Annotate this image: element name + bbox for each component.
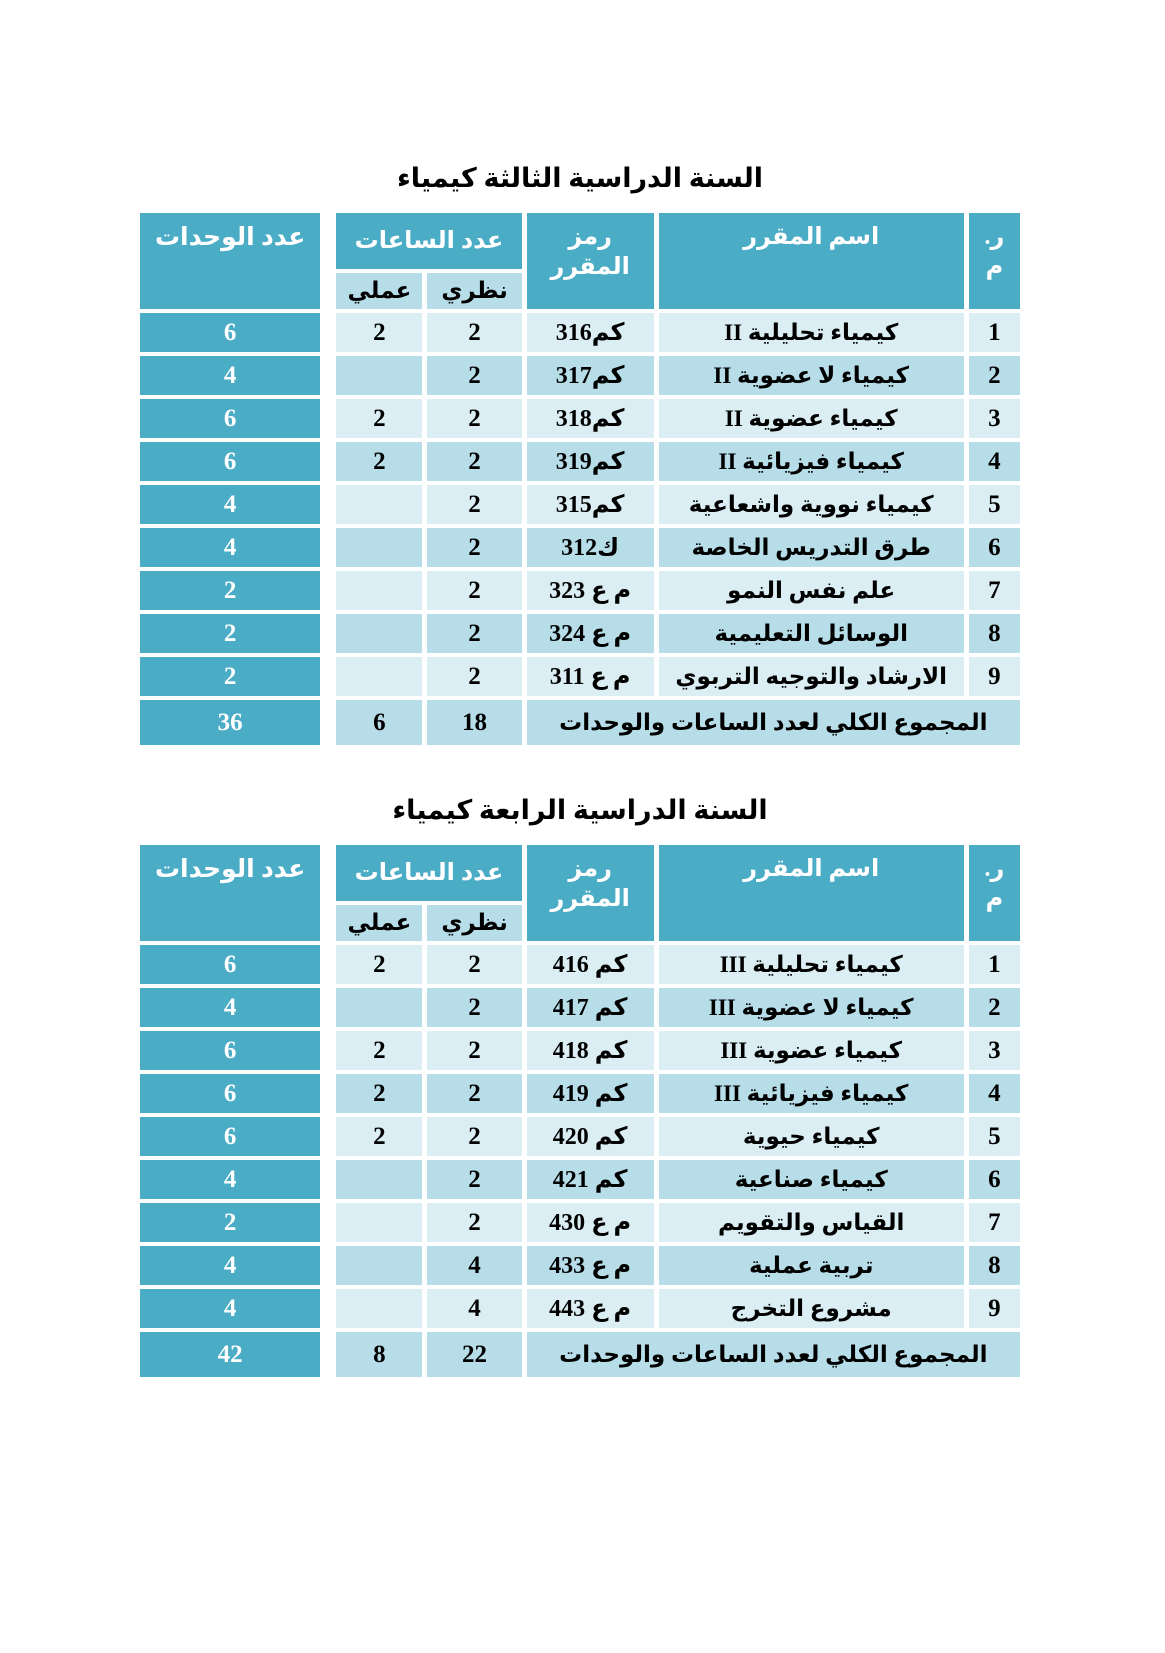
course-serial: 8 bbox=[969, 614, 1020, 653]
course-name: القياس والتقويم bbox=[659, 1203, 964, 1242]
course-theoretical-hours: 2 bbox=[427, 657, 521, 696]
column-gap bbox=[325, 988, 331, 1027]
course-serial: 5 bbox=[969, 485, 1020, 524]
course-theoretical-hours: 2 bbox=[427, 485, 521, 524]
course-theoretical-hours: 2 bbox=[427, 1203, 521, 1242]
course-code: كم319 bbox=[527, 442, 654, 481]
course-serial: 4 bbox=[969, 1074, 1020, 1113]
course-serial: 7 bbox=[969, 1203, 1020, 1242]
course-row bbox=[140, 614, 1020, 653]
course-row bbox=[140, 945, 1020, 984]
table-title: السنة الدراسية الثالثة كيمياء bbox=[396, 163, 764, 193]
course-theoretical-hours: 2 bbox=[427, 1074, 521, 1113]
course-theoretical-hours: 2 bbox=[427, 614, 521, 653]
column-gap bbox=[325, 1246, 331, 1285]
header-units: عدد الوحدات bbox=[140, 213, 320, 309]
course-code: كم317 bbox=[527, 356, 654, 395]
header-units: عدد الوحدات bbox=[140, 845, 320, 941]
course-row bbox=[140, 399, 1020, 438]
course-code: كم318 bbox=[527, 399, 654, 438]
course-theoretical-hours: 2 bbox=[427, 571, 521, 610]
course-units: 6 bbox=[140, 399, 320, 438]
course-theoretical-hours: 2 bbox=[427, 1160, 521, 1199]
course-code: م ع 433 bbox=[527, 1246, 654, 1285]
course-row bbox=[140, 988, 1020, 1027]
course-units: 4 bbox=[140, 988, 320, 1027]
column-gap bbox=[325, 1160, 331, 1199]
course-code: م ع 443 bbox=[527, 1289, 654, 1328]
course-practical-hours: 2 bbox=[336, 1031, 422, 1070]
course-serial: 3 bbox=[969, 1031, 1020, 1070]
course-units: 2 bbox=[140, 1203, 320, 1242]
header-serial-top: ر. bbox=[984, 856, 1005, 882]
header-hours: عدد الساعات bbox=[336, 845, 521, 901]
course-theoretical-hours: 2 bbox=[427, 1031, 521, 1070]
column-gap bbox=[325, 700, 331, 745]
course-practical-hours bbox=[336, 1246, 422, 1285]
course-serial: 2 bbox=[969, 356, 1020, 395]
course-table bbox=[135, 841, 1025, 1381]
course-theoretical-hours: 2 bbox=[427, 528, 521, 567]
course-name: تربية عملية bbox=[659, 1246, 964, 1285]
course-units: 6 bbox=[140, 1031, 320, 1070]
column-gap bbox=[325, 1203, 331, 1242]
totals-theoretical: 22 bbox=[427, 1332, 521, 1377]
course-units: 6 bbox=[140, 442, 320, 481]
course-serial: 5 bbox=[969, 1117, 1020, 1156]
course-row bbox=[140, 485, 1020, 524]
course-theoretical-hours: 2 bbox=[427, 1117, 521, 1156]
course-name: كيمياء صناعية bbox=[659, 1160, 964, 1199]
course-theoretical-hours: 2 bbox=[427, 988, 521, 1027]
totals-row bbox=[140, 1332, 1020, 1377]
course-units: 6 bbox=[140, 1117, 320, 1156]
course-name: الوسائل التعليمية bbox=[659, 614, 964, 653]
course-serial: 2 bbox=[969, 988, 1020, 1027]
course-theoretical-hours: 2 bbox=[427, 313, 521, 352]
course-code: م ع 323 bbox=[527, 571, 654, 610]
course-serial: 8 bbox=[969, 1246, 1020, 1285]
course-row bbox=[140, 1246, 1020, 1285]
course-theoretical-hours: 2 bbox=[427, 945, 521, 984]
course-serial: 6 bbox=[969, 528, 1020, 567]
table-title: السنة الدراسية الرابعة كيمياء bbox=[392, 795, 768, 825]
course-units: 2 bbox=[140, 571, 320, 610]
course-row bbox=[140, 571, 1020, 610]
course-practical-hours bbox=[336, 657, 422, 696]
course-units: 4 bbox=[140, 356, 320, 395]
course-code: م ع 430 bbox=[527, 1203, 654, 1242]
totals-units: 42 bbox=[140, 1332, 320, 1377]
column-gap bbox=[325, 1117, 331, 1156]
course-practical-hours: 2 bbox=[336, 1074, 422, 1113]
course-practical-hours bbox=[336, 614, 422, 653]
course-practical-hours: 2 bbox=[336, 399, 422, 438]
course-name: طرق التدريس الخاصة bbox=[659, 528, 964, 567]
course-serial: 1 bbox=[969, 313, 1020, 352]
column-gap bbox=[325, 1289, 331, 1328]
course-practical-hours bbox=[336, 988, 422, 1027]
course-units: 2 bbox=[140, 614, 320, 653]
course-code: م ع 324 bbox=[527, 614, 654, 653]
course-row bbox=[140, 1074, 1020, 1113]
course-row bbox=[140, 1203, 1020, 1242]
column-gap bbox=[325, 657, 331, 696]
course-code: كم315 bbox=[527, 485, 654, 524]
course-name: كيمياء فيزيائية III bbox=[659, 1074, 964, 1113]
course-row bbox=[140, 356, 1020, 395]
course-code: م ع 311 bbox=[527, 657, 654, 696]
course-units: 6 bbox=[140, 1074, 320, 1113]
course-practical-hours bbox=[336, 528, 422, 567]
column-gap bbox=[325, 614, 331, 653]
totals-theoretical: 18 bbox=[427, 700, 521, 745]
column-gap bbox=[325, 399, 331, 438]
column-gap bbox=[325, 213, 331, 309]
course-practical-hours: 2 bbox=[336, 442, 422, 481]
column-gap bbox=[325, 442, 331, 481]
course-row bbox=[140, 1117, 1020, 1156]
header-course-name: اسم المقرر bbox=[659, 213, 964, 309]
course-theoretical-hours: 2 bbox=[427, 399, 521, 438]
header-practical: عملي bbox=[336, 905, 422, 941]
course-practical-hours bbox=[336, 1289, 422, 1328]
course-name: مشروع التخرج bbox=[659, 1289, 964, 1328]
column-gap bbox=[325, 313, 331, 352]
course-name: كيمياء عضوية III bbox=[659, 1031, 964, 1070]
course-practical-hours: 2 bbox=[336, 945, 422, 984]
totals-row bbox=[140, 700, 1020, 745]
totals-practical: 8 bbox=[336, 1332, 422, 1377]
course-practical-hours bbox=[336, 571, 422, 610]
tables-root bbox=[135, 163, 1025, 1381]
column-gap bbox=[325, 356, 331, 395]
course-code: ك312 bbox=[527, 528, 654, 567]
course-serial: 4 bbox=[969, 442, 1020, 481]
course-units: 4 bbox=[140, 1289, 320, 1328]
course-row bbox=[140, 1031, 1020, 1070]
course-code: كم 419 bbox=[527, 1074, 654, 1113]
table-header bbox=[140, 213, 1020, 309]
course-name: الارشاد والتوجيه التربوي bbox=[659, 657, 964, 696]
course-code: كم 416 bbox=[527, 945, 654, 984]
course-theoretical-hours: 2 bbox=[427, 442, 521, 481]
course-practical-hours bbox=[336, 1160, 422, 1199]
column-gap bbox=[325, 845, 331, 941]
header-course-code: رمز المقرر bbox=[527, 213, 654, 309]
course-name: كيمياء فيزيائية II bbox=[659, 442, 964, 481]
header-course-code: رمز المقرر bbox=[527, 845, 654, 941]
course-practical-hours bbox=[336, 1203, 422, 1242]
totals-label: المجموع الكلي لعدد الساعات والوحدات bbox=[527, 700, 1020, 745]
column-gap bbox=[325, 571, 331, 610]
course-name: علم نفس النمو bbox=[659, 571, 964, 610]
course-units: 4 bbox=[140, 1160, 320, 1199]
totals-units: 36 bbox=[140, 700, 320, 745]
course-serial: 6 bbox=[969, 1160, 1020, 1199]
course-theoretical-hours: 4 bbox=[427, 1246, 521, 1285]
course-units: 6 bbox=[140, 313, 320, 352]
course-serial: 3 bbox=[969, 399, 1020, 438]
course-serial: 9 bbox=[969, 657, 1020, 696]
rows-container bbox=[140, 313, 1020, 696]
totals-label: المجموع الكلي لعدد الساعات والوحدات bbox=[527, 1332, 1020, 1377]
course-name: كيمياء نووية واشعاعية bbox=[659, 485, 964, 524]
column-gap bbox=[325, 1074, 331, 1113]
table-header bbox=[140, 845, 1020, 941]
header-practical: عملي bbox=[336, 273, 422, 309]
course-row bbox=[140, 442, 1020, 481]
course-name: كيمياء لا عضوية II bbox=[659, 356, 964, 395]
course-code: كم 417 bbox=[527, 988, 654, 1027]
course-name: كيمياء تحليلية III bbox=[659, 945, 964, 984]
course-code: كم 420 bbox=[527, 1117, 654, 1156]
course-name: كيمياء لا عضوية III bbox=[659, 988, 964, 1027]
course-theoretical-hours: 4 bbox=[427, 1289, 521, 1328]
course-name: كيمياء حيوية bbox=[659, 1117, 964, 1156]
column-gap bbox=[325, 945, 331, 984]
course-name: كيمياء تحليلية II bbox=[659, 313, 964, 352]
column-gap bbox=[325, 1031, 331, 1070]
course-code: كم316 bbox=[527, 313, 654, 352]
course-row bbox=[140, 1160, 1020, 1199]
course-units: 2 bbox=[140, 657, 320, 696]
course-table bbox=[135, 209, 1025, 749]
course-practical-hours bbox=[336, 356, 422, 395]
header-serial bbox=[969, 845, 1020, 941]
course-code: كم 421 bbox=[527, 1160, 654, 1199]
course-table-section bbox=[135, 795, 1025, 1381]
course-units: 4 bbox=[140, 1246, 320, 1285]
header-serial-bottom: م bbox=[985, 254, 1004, 280]
course-row bbox=[140, 313, 1020, 352]
column-gap bbox=[325, 485, 331, 524]
course-serial: 9 bbox=[969, 1289, 1020, 1328]
column-gap bbox=[325, 1332, 331, 1377]
column-gap bbox=[325, 528, 331, 567]
header-theoretical: نظري bbox=[427, 273, 521, 309]
course-practical-hours: 2 bbox=[336, 313, 422, 352]
course-units: 4 bbox=[140, 485, 320, 524]
course-serial: 7 bbox=[969, 571, 1020, 610]
header-serial-top: ر. bbox=[984, 224, 1005, 250]
header-serial bbox=[969, 213, 1020, 309]
header-course-name: اسم المقرر bbox=[659, 845, 964, 941]
rows-container bbox=[140, 945, 1020, 1328]
course-theoretical-hours: 2 bbox=[427, 356, 521, 395]
header-serial-bottom: م bbox=[985, 886, 1004, 912]
course-practical-hours: 2 bbox=[336, 1117, 422, 1156]
totals-practical: 6 bbox=[336, 700, 422, 745]
course-row bbox=[140, 657, 1020, 696]
course-table-section bbox=[135, 163, 1025, 749]
course-units: 6 bbox=[140, 945, 320, 984]
course-serial: 1 bbox=[969, 945, 1020, 984]
course-practical-hours bbox=[336, 485, 422, 524]
course-units: 4 bbox=[140, 528, 320, 567]
header-hours: عدد الساعات bbox=[336, 213, 521, 269]
header-theoretical: نظري bbox=[427, 905, 521, 941]
course-code: كم 418 bbox=[527, 1031, 654, 1070]
course-row bbox=[140, 528, 1020, 567]
course-row bbox=[140, 1289, 1020, 1328]
course-name: كيمياء عضوية II bbox=[659, 399, 964, 438]
